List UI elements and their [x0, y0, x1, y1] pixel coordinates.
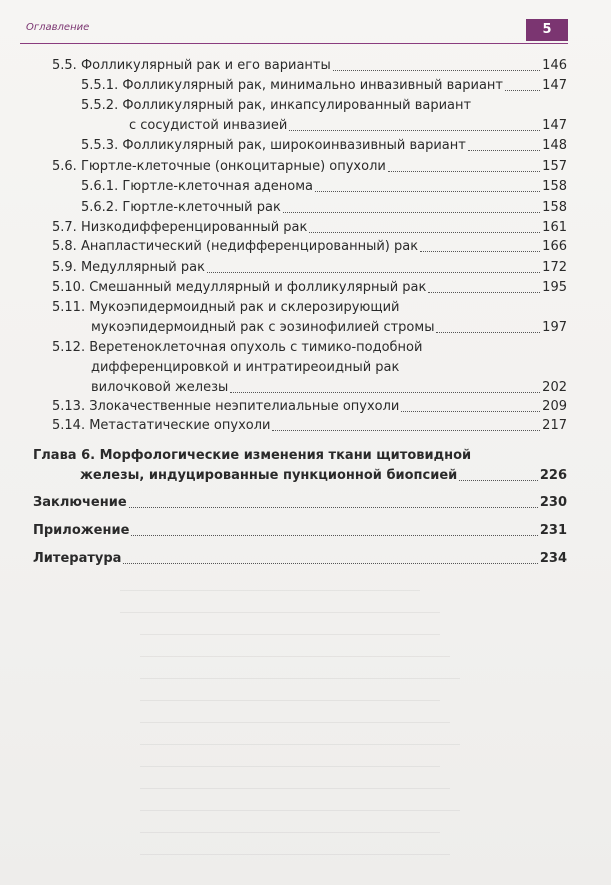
toc-entry: 5.8. Анапластический (недифференцированный) рак 166 — [52, 239, 567, 254]
running-header-title: Оглавление — [26, 22, 90, 33]
toc-entry: 5.12. Веретеноклеточная опухоль с тимико-подобной — [52, 340, 423, 355]
toc-chapter: Приложение 231 — [33, 523, 567, 538]
toc-entry: 5.13. Злокачественные неэпителиальные опухоли 209 — [52, 399, 567, 414]
toc-entry: 5.9. Медуллярный рак 172 — [52, 260, 567, 275]
toc-entry: 5.7. Низкодифференцированный рак 161 — [52, 220, 567, 235]
toc-entry: 5.6. Гюртле-клеточные (онкоцитарные) опухоли 157 — [52, 159, 567, 174]
toc-entry: 5.5.2. Фолликулярный рак, инкапсулированный вариант — [81, 98, 472, 113]
toc-entry: с сосудистой инвазией 147 — [129, 118, 567, 133]
toc-entry: 5.5. Фолликулярный рак и его варианты 146 — [52, 58, 567, 73]
toc-entry: дифференцировкой и интратиреоидный рак — [91, 360, 400, 375]
toc-entry: 5.5.1. Фолликулярный рак, минимально инвазивный вариант 147 — [81, 78, 567, 93]
toc-entry: 5.6.2. Гюртле-клеточный рак 158 — [81, 200, 567, 215]
toc-chapter: Литература 234 — [33, 551, 567, 566]
toc-chapter: Глава 6. Морфологические изменения ткани щитовидной — [33, 448, 472, 463]
toc-entry: 5.10. Смешанный медуллярный и фолликулярный рак 195 — [52, 280, 567, 295]
toc-chapter: железы, индуцированные пункционной биопсией 226 — [80, 468, 567, 483]
toc-entry: мукоэпидермоидный рак с эозинофилией стромы 197 — [91, 320, 567, 335]
toc-entry: 5.14. Метастатические опухоли 217 — [52, 418, 567, 433]
toc-entry: 5.11. Мукоэпидермоидный рак и склерозирующий — [52, 300, 400, 315]
toc-chapter: Заключение 230 — [33, 495, 567, 510]
page-number-badge: 5 — [526, 19, 568, 41]
toc-entry: вилочковой железы 202 — [91, 380, 567, 395]
toc-entry: 5.5.3. Фолликулярный рак, широкоинвазивный вариант 148 — [81, 138, 567, 153]
toc-entry: 5.6.1. Гюртле-клеточная аденома 158 — [81, 179, 567, 194]
